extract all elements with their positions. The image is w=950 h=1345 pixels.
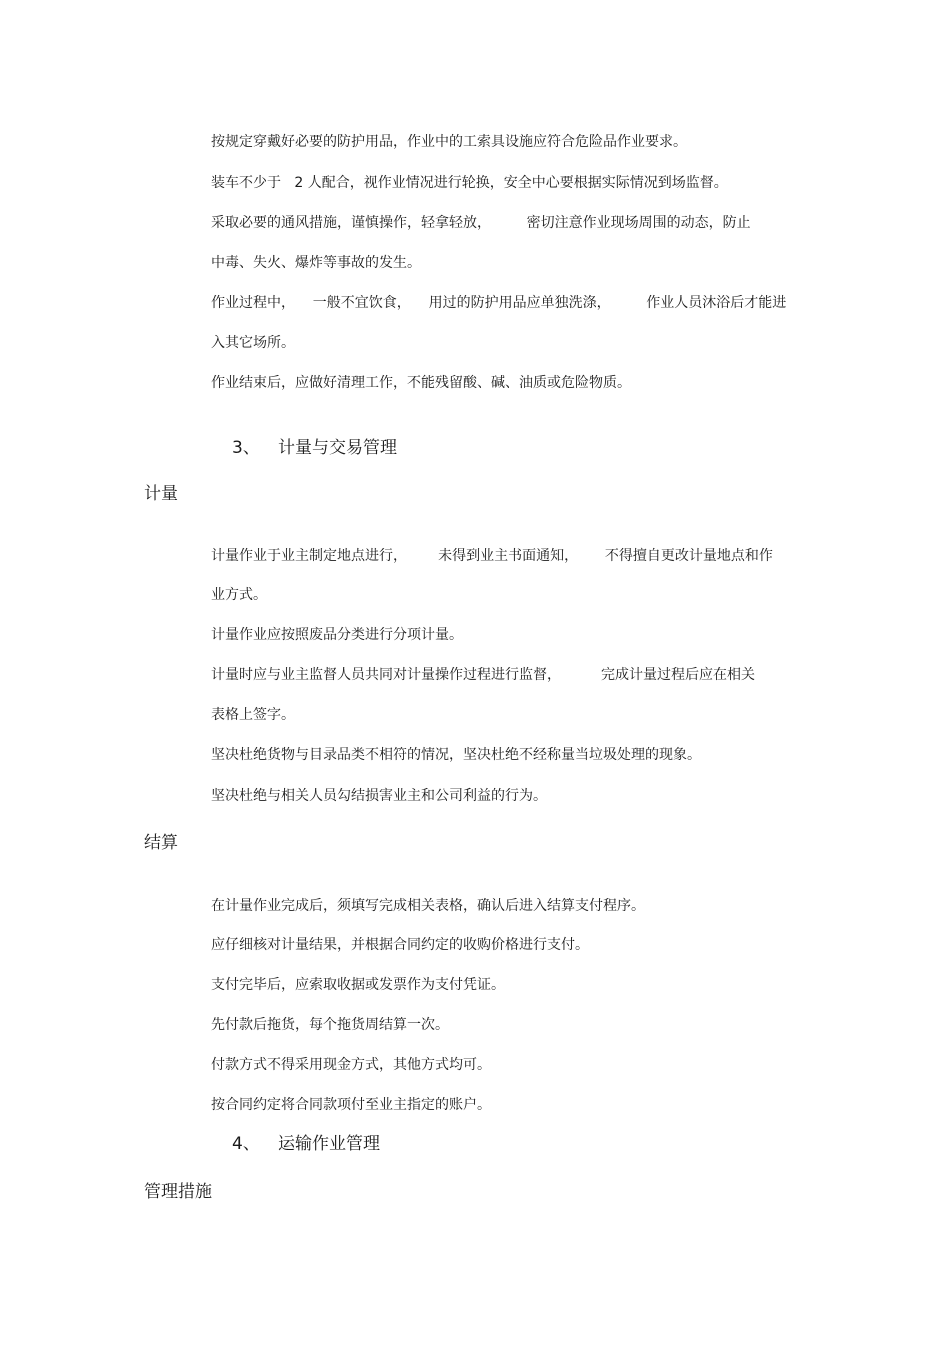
- section-4-title: [232, 1133, 380, 1155]
- settlement-line-5: 付款方式不得采用现金方式，其他方式均可。: [211, 1057, 491, 1073]
- section-3-label: 计量与交易管理: [278, 438, 397, 458]
- safety-line-7: 作业结束后，应做好清理工作，不能残留酸、碱、油质或危险物质。: [211, 375, 631, 391]
- section-4-number: 4、: [232, 1134, 260, 1154]
- metering-line-4: 计量时应与业主监督人员共同对计量操作过程进行监督， 完成计量过程后应在相关: [211, 667, 756, 683]
- section-4-label: 运输作业管理: [278, 1134, 380, 1154]
- settlement-line-3: 支付完毕后，应索取收据或发票作为支付凭证。: [211, 977, 505, 993]
- safety-line-5: 作业过程中， 一般不宜饮食， 用过的防护用品应单独洗涤， 作业人员沐浴后才能进: [211, 295, 787, 311]
- metering-line-2: 业方式。: [211, 587, 267, 603]
- metering-line-1: 计量作业于业主制定地点进行， 未得到业主书面通知， 不得擅自更改计量地点和作: [211, 548, 773, 564]
- section-3-title: [232, 437, 397, 459]
- settlement-line-2: 应仔细核对计量结果，并根据合同约定的收购价格进行支付。: [211, 937, 589, 953]
- metering-line-6: 坚决杜绝货物与目录品类不相符的情况，坚决杜绝不经称量当垃圾处理的现象。: [211, 747, 701, 763]
- safety-line-2: 装车不少于 2 人配合，视作业情况进行轮换，安全中心要根据实际情况到场监督。: [211, 175, 728, 191]
- safety-line-6: 入其它场所。: [211, 335, 295, 351]
- safety-line-4: 中毒、失火、爆炸等事故的发生。: [211, 255, 421, 271]
- safety-line-3: 采取必要的通风措施，谨慎操作，轻拿轻放， 密切注意作业现场周围的动态，防止: [211, 215, 751, 231]
- settlement-line-6: 按合同约定将合同款项付至业主指定的账户。: [211, 1097, 491, 1113]
- metering-line-5: 表格上签字。: [211, 707, 295, 723]
- metering-heading: 计量: [144, 484, 178, 504]
- settlement-heading: 结算: [144, 833, 178, 853]
- safety-line-1: 按规定穿戴好必要的防护用品，作业中的工索具设施应符合危险品作业要求。: [211, 134, 687, 150]
- settlement-line-1: 在计量作业完成后，须填写完成相关表格，确认后进入结算支付程序。: [211, 898, 645, 914]
- management-heading: 管理措施: [144, 1182, 212, 1202]
- metering-line-7: 坚决杜绝与相关人员勾结损害业主和公司利益的行为。: [211, 788, 547, 804]
- settlement-line-4: 先付款后拖货，每个拖货周结算一次。: [211, 1017, 449, 1033]
- section-3-number: 3、: [232, 438, 260, 458]
- metering-line-3: 计量作业应按照废品分类进行分项计量。: [211, 627, 463, 643]
